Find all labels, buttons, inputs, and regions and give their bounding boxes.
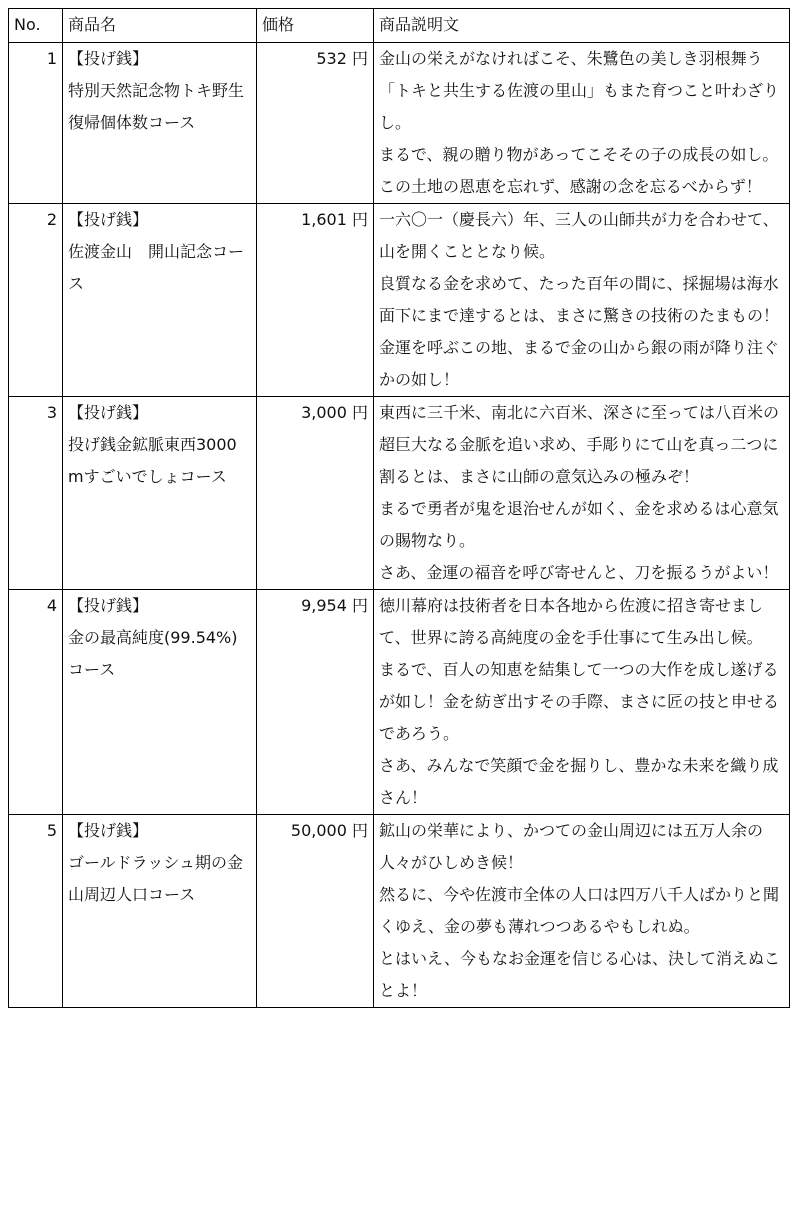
product-name-cell xyxy=(63,590,257,815)
product-description xyxy=(374,590,790,815)
product-description xyxy=(374,204,790,397)
product-price: 1,601 円 xyxy=(257,204,374,397)
table-row xyxy=(9,204,790,397)
description-paragraph: 金山の栄えがなければこそ、朱鷺色の美しき羽根舞う「トキと共生する佐渡の里山」もまた育つこと叶わざりし。 xyxy=(379,49,780,132)
product-name-cell xyxy=(63,815,257,1008)
description-paragraph: さあ、金運の福音を呼び寄せんと、刀を振るうがよい！ xyxy=(379,563,779,582)
table-row xyxy=(9,397,790,590)
description-paragraph: 一六〇一（慶長六）年、三人の山師共が力を合わせて、山を開くこととなり候。 xyxy=(379,210,779,261)
product-name-cell xyxy=(63,43,257,204)
description-paragraph: 東西に三千米、南北に六百米、深さに至っては八百米の超巨大なる金脈を追い求め、手彫りにて山を真っ二つに割るとは、まさに山師の意気込みの極みぞ！ xyxy=(379,403,780,486)
product-tag: 【投げ銭】 xyxy=(68,596,149,615)
product-price: 3,000 円 xyxy=(257,397,374,590)
product-price: 9,954 円 xyxy=(257,590,374,815)
product-name: 投げ銭金鉱脈東西3000mすごいでしょコース xyxy=(68,435,237,486)
product-price: 50,000 円 xyxy=(257,815,374,1008)
row-number: 5 xyxy=(9,815,63,1008)
product-name: ゴールドラッシュ期の金山周辺人口コース xyxy=(68,853,244,904)
description-paragraph: さあ、みんなで笑顔で金を掘りし、豊かな未来を織り成さん！ xyxy=(379,756,779,807)
description-paragraph: 金運を呼ぶこの地、まるで金の山から銀の雨が降り注ぐかの如し！ xyxy=(379,338,779,389)
table-header-row xyxy=(9,9,790,43)
product-table xyxy=(8,8,790,1008)
product-name: 金の最高純度(99.54%)コース xyxy=(68,628,238,679)
description-paragraph: まるで、百人の知恵を結集して一つの大作を成し遂げるが如し！金を紡ぎ出すその手際、まさに匠の技と申せるであろう。 xyxy=(379,660,780,743)
description-paragraph: とはいえ、今もなお金運を信じる心は、決して消えぬことよ！ xyxy=(379,949,780,1000)
product-tag: 【投げ銭】 xyxy=(68,210,149,229)
row-number: 3 xyxy=(9,397,63,590)
row-number: 1 xyxy=(9,43,63,204)
product-tag: 【投げ銭】 xyxy=(68,403,149,422)
table-row xyxy=(9,815,790,1008)
table-row xyxy=(9,43,790,204)
product-name: 佐渡金山 開山記念コース xyxy=(68,242,245,293)
header-product-name: 商品名 xyxy=(63,9,257,43)
description-paragraph: まるで、親の贈り物があってこそその子の成長の如し。 xyxy=(379,145,779,164)
product-name: 特別天然記念物トキ野生復帰個体数コース xyxy=(68,81,245,132)
product-description xyxy=(374,815,790,1008)
header-no: No. xyxy=(9,9,63,43)
row-number: 4 xyxy=(9,590,63,815)
header-description: 商品説明文 xyxy=(374,9,790,43)
product-description xyxy=(374,397,790,590)
product-name-cell xyxy=(63,204,257,397)
product-tag: 【投げ銭】 xyxy=(68,49,149,68)
description-paragraph: 然るに、今や佐渡市全体の人口は四万八千人ばかりと聞くゆえ、金の夢も薄れつつあるやもしれぬ。 xyxy=(379,885,780,936)
description-paragraph: 良質なる金を求めて、たった百年の間に、採掘場は海水面下にまで達するとは、まさに驚きの技術のたまもの！ xyxy=(379,274,780,325)
product-name-cell xyxy=(63,397,257,590)
table-row xyxy=(9,590,790,815)
description-paragraph: まるで勇者が鬼を退治せんが如く、金を求めるは心意気の賜物なり。 xyxy=(379,499,779,550)
description-paragraph: 徳川幕府は技術者を日本各地から佐渡に招き寄せまして、世界に誇る高純度の金を手仕事にて生み出し候。 xyxy=(379,596,764,647)
row-number: 2 xyxy=(9,204,63,397)
header-price: 価格 xyxy=(257,9,374,43)
product-tag: 【投げ銭】 xyxy=(68,821,149,840)
product-price: 532 円 xyxy=(257,43,374,204)
description-paragraph: 鉱山の栄華により、かつての金山周辺には五万人余の人々がひしめき候！ xyxy=(379,821,764,872)
product-description xyxy=(374,43,790,204)
description-paragraph: この土地の恩恵を忘れず、感謝の念を忘るべからず！ xyxy=(379,177,762,196)
